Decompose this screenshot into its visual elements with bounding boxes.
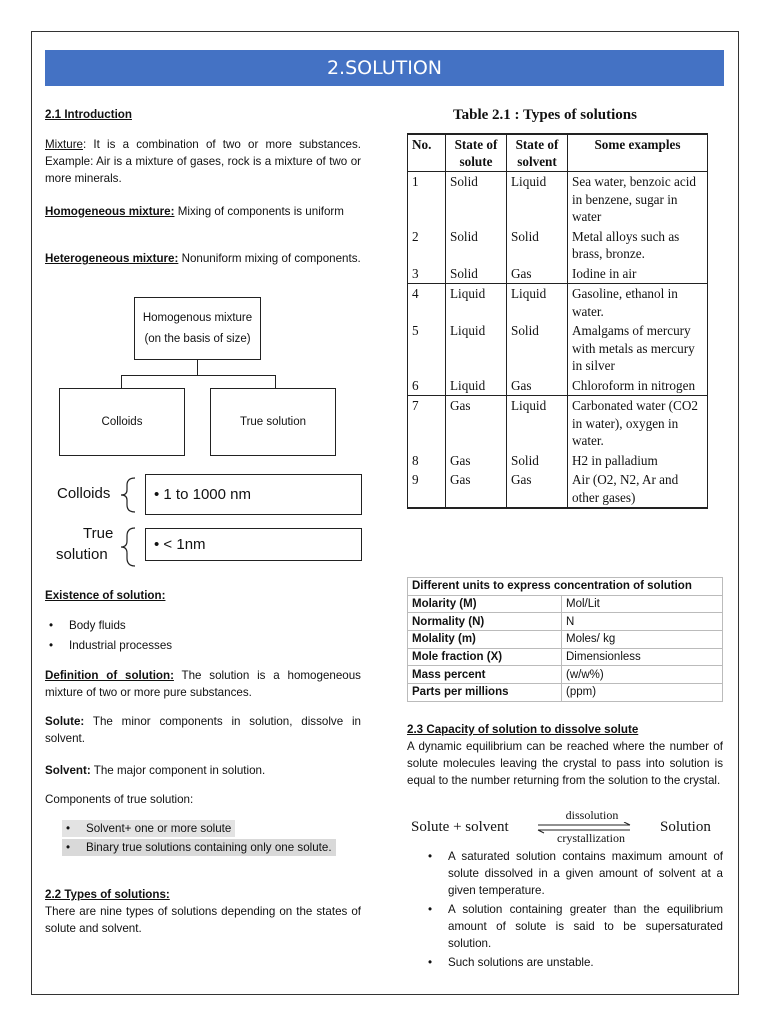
components-heading: Components of true solution: [45, 793, 194, 806]
intro-heading: 2.1 Introduction [45, 108, 132, 121]
true-solution-size-box: • < 1nm [145, 528, 362, 561]
connector [121, 375, 275, 376]
column-header: State of solvent [507, 134, 568, 172]
table-row: 7 Gas Liquid Carbonated water (CO2 in water), oxygen in water. [408, 396, 708, 451]
list-item: • A saturated solution contains maximum amount of solute dissolved in a given amount of solvent at a given temperature. [424, 848, 723, 899]
list-item: • Binary true solutions containing only one solute. [62, 839, 336, 856]
table-row: 2 Solid Solid Metal alloys such as brass, bronze. [408, 227, 708, 264]
capacity-heading: 2.3 Capacity of solution to dissolve solute [407, 723, 639, 736]
column-header: State of solute [446, 134, 507, 172]
table-row: Normality (N) N [408, 613, 723, 631]
table-caption: Table 2.1 : Types of solutions [453, 107, 637, 123]
colloids-size-box: • 1 to 1000 nm [145, 474, 362, 515]
equation-right: Solution [660, 819, 711, 835]
connector [275, 375, 276, 388]
brace-icon [117, 476, 143, 514]
components-list [62, 820, 336, 856]
table-row: 1 Solid Liquid Sea water, benzoic acid in benzene, sugar in water [408, 172, 708, 227]
table-row: Molality (m) Moles/ kg [408, 631, 723, 649]
types-text: There are nine types of solutions depending on the states of solute and solvent. [45, 905, 361, 935]
homogeneous-definition: Homogeneous mixture: Mixing of components is uniform [45, 205, 344, 218]
brace-icon [117, 526, 143, 568]
equation-reverse-label: crystallization [557, 831, 625, 845]
list-item: • Solvent+ one or more solute [62, 820, 235, 837]
table-header-row [408, 134, 708, 172]
existence-list [45, 616, 361, 656]
table-row: 9 Gas Gas Air (O2, N2, Ar and other gases) [408, 470, 708, 508]
table-row: 8 Gas Solid H2 in palladium [408, 451, 708, 471]
solute-definition: Solute: The minor components in solution, dissolve in solvent. [45, 715, 361, 745]
capacity-text: A dynamic equilibrium can be reached where the number of solute molecules leaving the crystal to pass into solution is equal to the number returning from the solution to the crystal. [407, 740, 723, 787]
concentration-units-table [407, 577, 723, 702]
table-header-row [408, 578, 723, 596]
table-header: Different units to express concentration of solution [408, 578, 723, 596]
page-title: 2.SOLUTION [45, 50, 724, 86]
equation-forward-label: dissolution [565, 808, 619, 822]
table-row: Mole fraction (X) Dimensionless [408, 648, 723, 666]
solution-definition: Definition of solution: The solution is a homogeneous mixture of two or more pure substances. [45, 669, 361, 699]
diagram-root-box: Homogenous mixture (on the basis of size) [134, 297, 261, 360]
heterogeneous-definition: Heterogeneous mixture: Nonuniform mixing of components. [45, 252, 361, 265]
mixture-term: Mixture [45, 138, 84, 151]
colloids-box: Colloids [59, 388, 185, 456]
mixture-definition: Mixture: It is a combination of two or more substances. Example: Air is a mixture of gases, rock is a mixture of two or more minerals. [45, 138, 361, 185]
table-row: 3 Solid Gas Iodine in air [408, 264, 708, 284]
connector [197, 360, 198, 375]
connector [121, 375, 122, 388]
true-solution-label-1: True [83, 525, 114, 542]
solution-types-table [407, 133, 708, 509]
table-row: 5 Liquid Solid Amalgams of mercury with metals as mercury in silver [408, 321, 708, 376]
list-item: • Industrial processes [45, 636, 361, 656]
existence-heading: Existence of solution: [45, 589, 166, 602]
colloids-size-label: Colloids [57, 485, 111, 502]
capacity-list [424, 848, 723, 971]
true-solution-label-2: solution [56, 546, 108, 563]
types-heading: 2.2 Types of solutions: [45, 888, 170, 901]
table-row: Molarity (M) Mol/Lit [408, 595, 723, 613]
true-solution-box: True solution [210, 388, 336, 456]
equation-left: Solute + solvent [411, 819, 509, 835]
table-row: 6 Liquid Gas Chloroform in nitrogen [408, 376, 708, 396]
list-item: • Such solutions are unstable. [424, 954, 723, 971]
table-row: 4 Liquid Liquid Gasoline, ethanol in water. [408, 284, 708, 322]
column-header: Some examples [568, 134, 708, 172]
table-row: Mass percent (w/w%) [408, 666, 723, 684]
list-item: • A solution containing greater than the equilibrium amount of solute is said to be supersaturated solution. [424, 901, 723, 952]
table-row: Parts per millions (ppm) [408, 684, 723, 702]
solvent-definition: Solvent: The major component in solution. [45, 764, 266, 777]
list-item: • Body fluids [45, 616, 361, 636]
column-header: No. [408, 134, 446, 172]
